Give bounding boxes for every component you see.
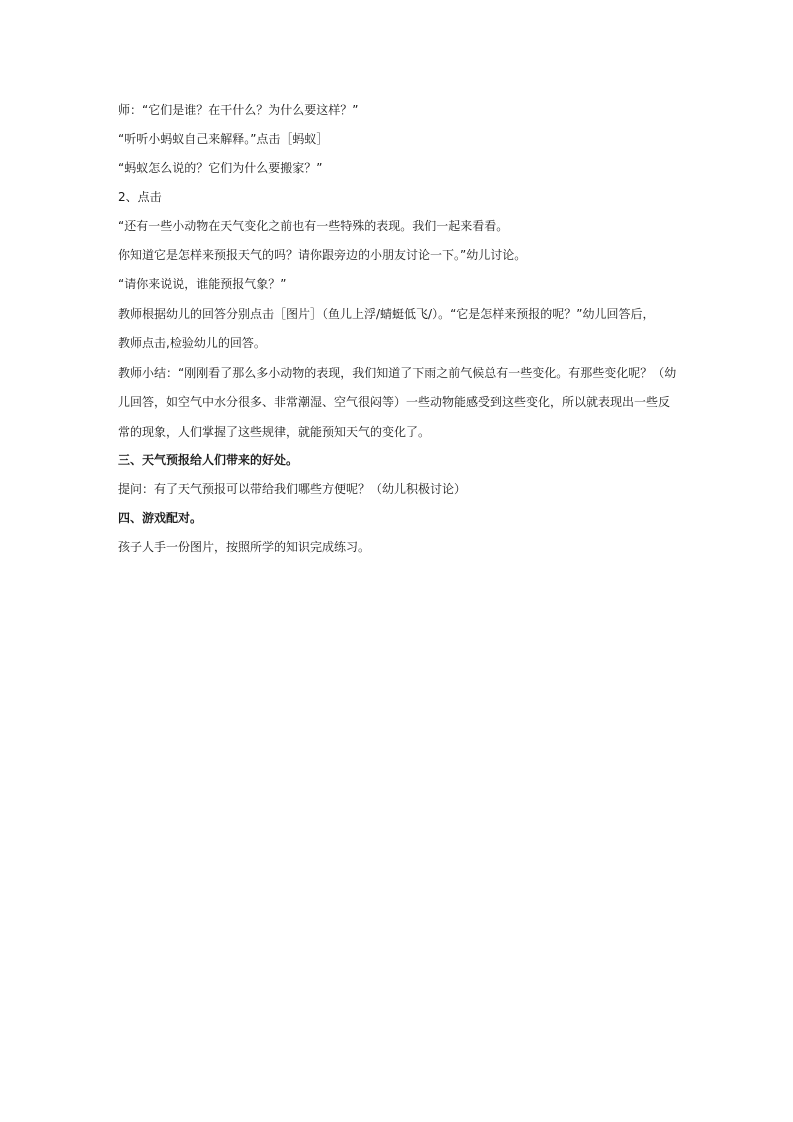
activity-line: 孩子人手一份图片，按照所学的知识完成练习。 [118, 540, 371, 554]
paragraph-line-3: “请你来说说，谁能预报气象？” [118, 277, 287, 291]
paragraph-line-1: “还有一些小动物在天气变化之前也有一些特殊的表现。我们一起来看看。 [118, 219, 509, 233]
summary-line-3: 常的现象，人们掌握了这些规律，就能预知天气的变化了。 [118, 425, 431, 439]
section-heading-3: 三、天气预报给人们带来的好处。 [118, 453, 299, 467]
paragraph-line-5: 教师点击,检验幼儿的回答。 [118, 336, 266, 350]
dialogue-line-1: 师：“它们是谁？在干什么？为什么要这样？” [118, 103, 359, 117]
step-heading-2: 2、点击 [118, 190, 162, 204]
summary-line-1: 教师小结：“刚刚看了那么多小动物的表现，我们知道了下雨之前气候总有一些变化。有那些变化呢？（幼 [118, 366, 677, 380]
paragraph-line-2: 你知道它是怎样来预报天气的吗？请你跟旁边的小朋友讨论一下。”幼儿讨论。 [118, 248, 527, 262]
question-line: 提问：有了天气预报可以带给我们哪些方便呢？（幼儿积极讨论） [118, 482, 467, 496]
dialogue-line-2: “听听小蚂蚁自己来解释。”点击［蚂蚁］ [118, 132, 329, 146]
section-heading-4: 四、游戏配对。 [118, 511, 203, 525]
paragraph-line-4: 教师根据幼儿的回答分别点击［图片］（鱼儿上浮/蜻蜓低飞/）。“它是怎样来预报的呢？”幼儿回答后， [118, 307, 655, 321]
dialogue-line-3: “蚂蚁怎么说的？它们为什么要搬家？” [118, 161, 323, 175]
summary-line-2: 儿回答，如空气中水分很多、非常潮湿、空气很闷等）一些动物能感受到这些变化，所以就表现出一些反 [118, 395, 671, 409]
